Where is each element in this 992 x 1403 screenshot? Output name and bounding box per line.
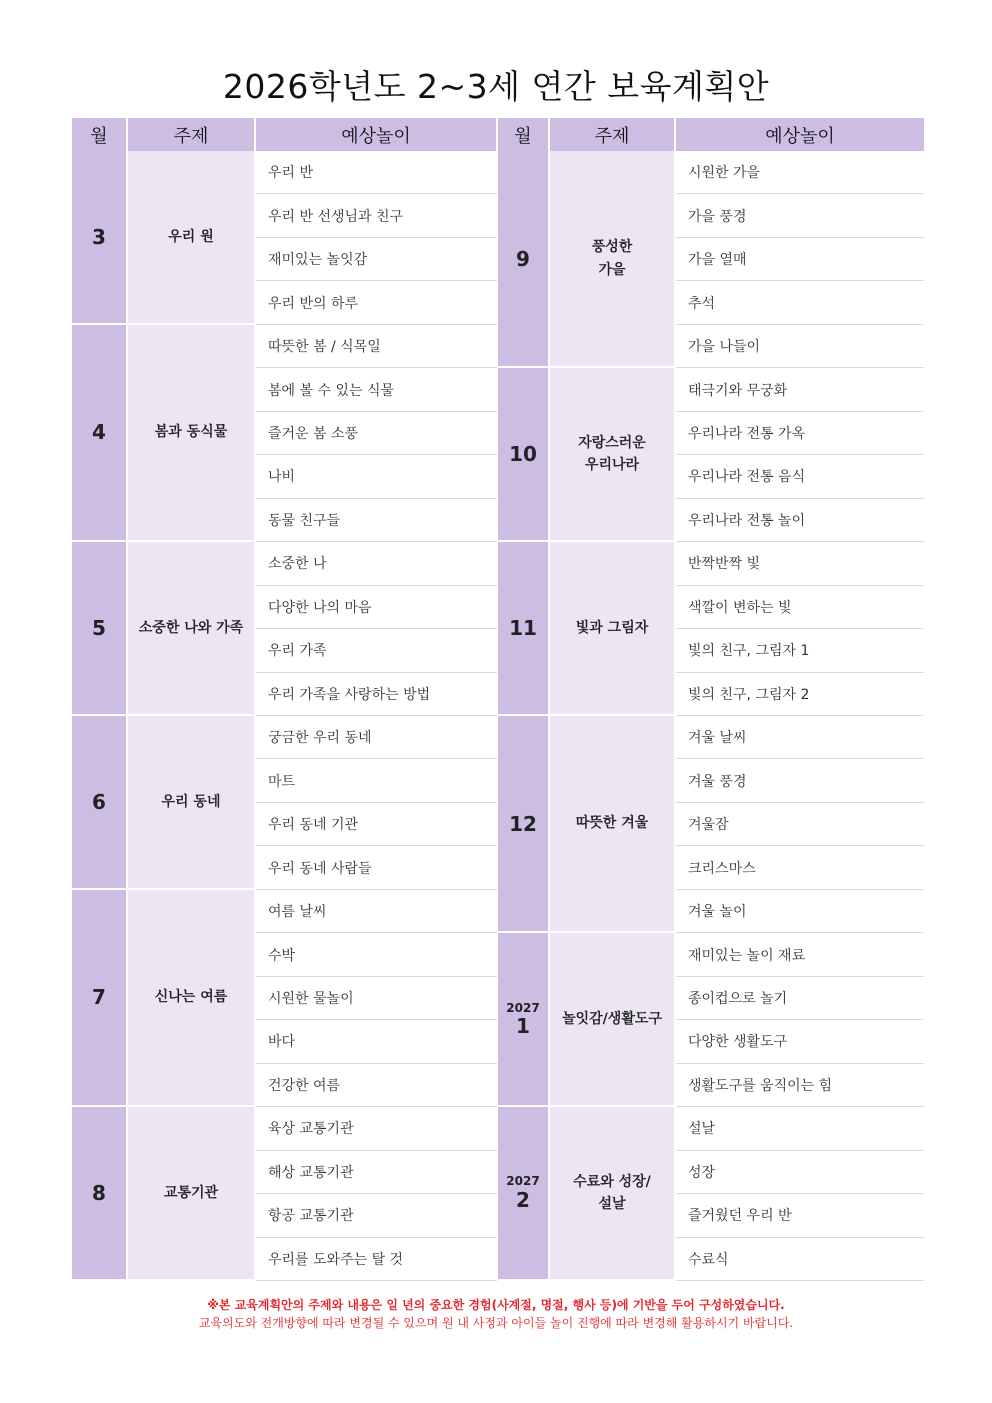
play-item: 해상 교통기관: [256, 1151, 498, 1194]
month-cell: [498, 368, 550, 542]
play-item: 생활도구를 움직이는 힘: [676, 1064, 924, 1107]
play-item: 즐거운 봄 소풍: [256, 412, 498, 455]
play-item: 수료식: [676, 1238, 924, 1281]
play-item: 여름 날씨: [256, 890, 498, 933]
month-cell: 5: [72, 542, 128, 716]
play-item: 빛의 친구, 그림자 2: [676, 673, 924, 716]
play-item: 다양한 생활도구: [676, 1020, 924, 1063]
play-item: 우리 반의 하루: [256, 281, 498, 324]
play-item: 시원한 물놀이: [256, 977, 498, 1020]
play-item: 설날: [676, 1107, 924, 1150]
month-cell: 8: [72, 1107, 128, 1281]
play-item: 우리 동네 기관: [256, 803, 498, 846]
month-cell: [498, 151, 550, 368]
play-item: 다양한 나의 마음: [256, 586, 498, 629]
play-item: 즐거웠던 우리 반: [676, 1194, 924, 1237]
play-item: 크리스마스: [676, 846, 924, 889]
header-month-left: 월: [72, 118, 128, 151]
play-item: 바다: [256, 1020, 498, 1063]
play-item: 우리나라 전통 음식: [676, 455, 924, 498]
play-item: 겨울잠: [676, 803, 924, 846]
footer-note-secondary: 교육의도와 전개방향에 따라 변경될 수 있으며 원 내 사정과 아이들 놀이 진행에 따라 변경해 활용하시기 바랍니다.: [198, 1316, 794, 1330]
month-cell: [498, 933, 550, 1107]
play-item: 우리 동네 사람들: [256, 846, 498, 889]
theme-cell: 수료와 성장/ 설날: [550, 1107, 676, 1281]
header-play-right: 예상놀이: [676, 118, 924, 151]
month-number: 11: [509, 616, 537, 641]
play-item: 가을 열매: [676, 238, 924, 281]
play-item: 재미있는 놀잇감: [256, 238, 498, 281]
play-item: 우리 가족: [256, 629, 498, 672]
annual-plan-table: [72, 118, 924, 1281]
header-month-right: 월: [498, 118, 550, 151]
play-item: 빛의 친구, 그림자 1: [676, 629, 924, 672]
play-item: 태극기와 무궁화: [676, 368, 924, 411]
play-item: 소중한 나: [256, 542, 498, 585]
footer-note-primary: ※본 교육계획안의 주제와 내용은 일 년의 중요한 경험(사계절, 명절, 행사 등)에 기반을 두어 구성하였습니다.: [207, 1298, 785, 1312]
month-cell: [498, 542, 550, 716]
theme-cell: 우리 원: [128, 151, 256, 325]
play-item: 우리 반: [256, 151, 498, 194]
month-cell: 7: [72, 890, 128, 1107]
header-theme-right: 주제: [550, 118, 676, 151]
play-item: 가을 풍경: [676, 194, 924, 237]
month-cell: 6: [72, 716, 128, 890]
play-item: 건강한 여름: [256, 1064, 498, 1107]
theme-cell: 신나는 여름: [128, 890, 256, 1107]
play-item: 마트: [256, 759, 498, 802]
footer-notes: [0, 1296, 992, 1332]
theme-cell: 소중한 나와 가족: [128, 542, 256, 716]
theme-cell: 봄과 동식물: [128, 325, 256, 542]
play-item: 육상 교통기관: [256, 1107, 498, 1150]
theme-cell: 따뜻한 겨울: [550, 716, 676, 933]
page-title: 2026학년도 2~3세 연간 보육계획안: [222, 67, 770, 106]
month-number: 12: [509, 811, 537, 836]
play-item: 추석: [676, 281, 924, 324]
play-item: 반짝반짝 빛: [676, 542, 924, 585]
play-item: 겨울 놀이: [676, 890, 924, 933]
theme-cell: 자랑스러운 우리나라: [550, 368, 676, 542]
play-item: 우리를 도와주는 탈 것: [256, 1238, 498, 1281]
theme-cell: 교통기관: [128, 1107, 256, 1281]
month-year-label: 2027: [506, 1174, 540, 1189]
play-item: 항공 교통기관: [256, 1194, 498, 1237]
play-item: 색깔이 변하는 빛: [676, 586, 924, 629]
month-year-label: 2027: [506, 1000, 540, 1015]
play-item: 가을 나들이: [676, 325, 924, 368]
month-cell: [498, 1107, 550, 1281]
play-item: 종이컵으로 놀기: [676, 977, 924, 1020]
play-item: 궁금한 우리 동네: [256, 716, 498, 759]
play-item: 성장: [676, 1151, 924, 1194]
play-item: 우리 가족을 사랑하는 방법: [256, 673, 498, 716]
play-item: 나비: [256, 455, 498, 498]
play-item: 우리나라 전통 놀이: [676, 499, 924, 542]
theme-cell: 풍성한 가을: [550, 151, 676, 368]
play-item: 우리 반 선생님과 친구: [256, 194, 498, 237]
header-theme-left: 주제: [128, 118, 256, 151]
play-item: 재미있는 놀이 재료: [676, 933, 924, 976]
play-item: 동물 친구들: [256, 499, 498, 542]
play-item: 겨울 풍경: [676, 759, 924, 802]
theme-cell: 빛과 그림자: [550, 542, 676, 716]
month-cell: 3: [72, 151, 128, 325]
month-number: 10: [509, 442, 537, 467]
play-item: 겨울 날씨: [676, 716, 924, 759]
play-item: 우리나라 전통 가옥: [676, 412, 924, 455]
play-item: 수박: [256, 933, 498, 976]
play-item: 시원한 가을: [676, 151, 924, 194]
month-number: 9: [516, 246, 530, 271]
theme-cell: 우리 동네: [128, 716, 256, 890]
month-number: 1: [516, 1013, 530, 1038]
header-play-left: 예상놀이: [256, 118, 498, 151]
theme-cell: 놀잇감/생활도구: [550, 933, 676, 1107]
play-item: 봄에 볼 수 있는 식물: [256, 368, 498, 411]
play-item: 따뜻한 봄 / 식목일: [256, 325, 498, 368]
month-cell: [498, 716, 550, 933]
month-number: 2: [516, 1187, 530, 1212]
month-cell: 4: [72, 325, 128, 542]
